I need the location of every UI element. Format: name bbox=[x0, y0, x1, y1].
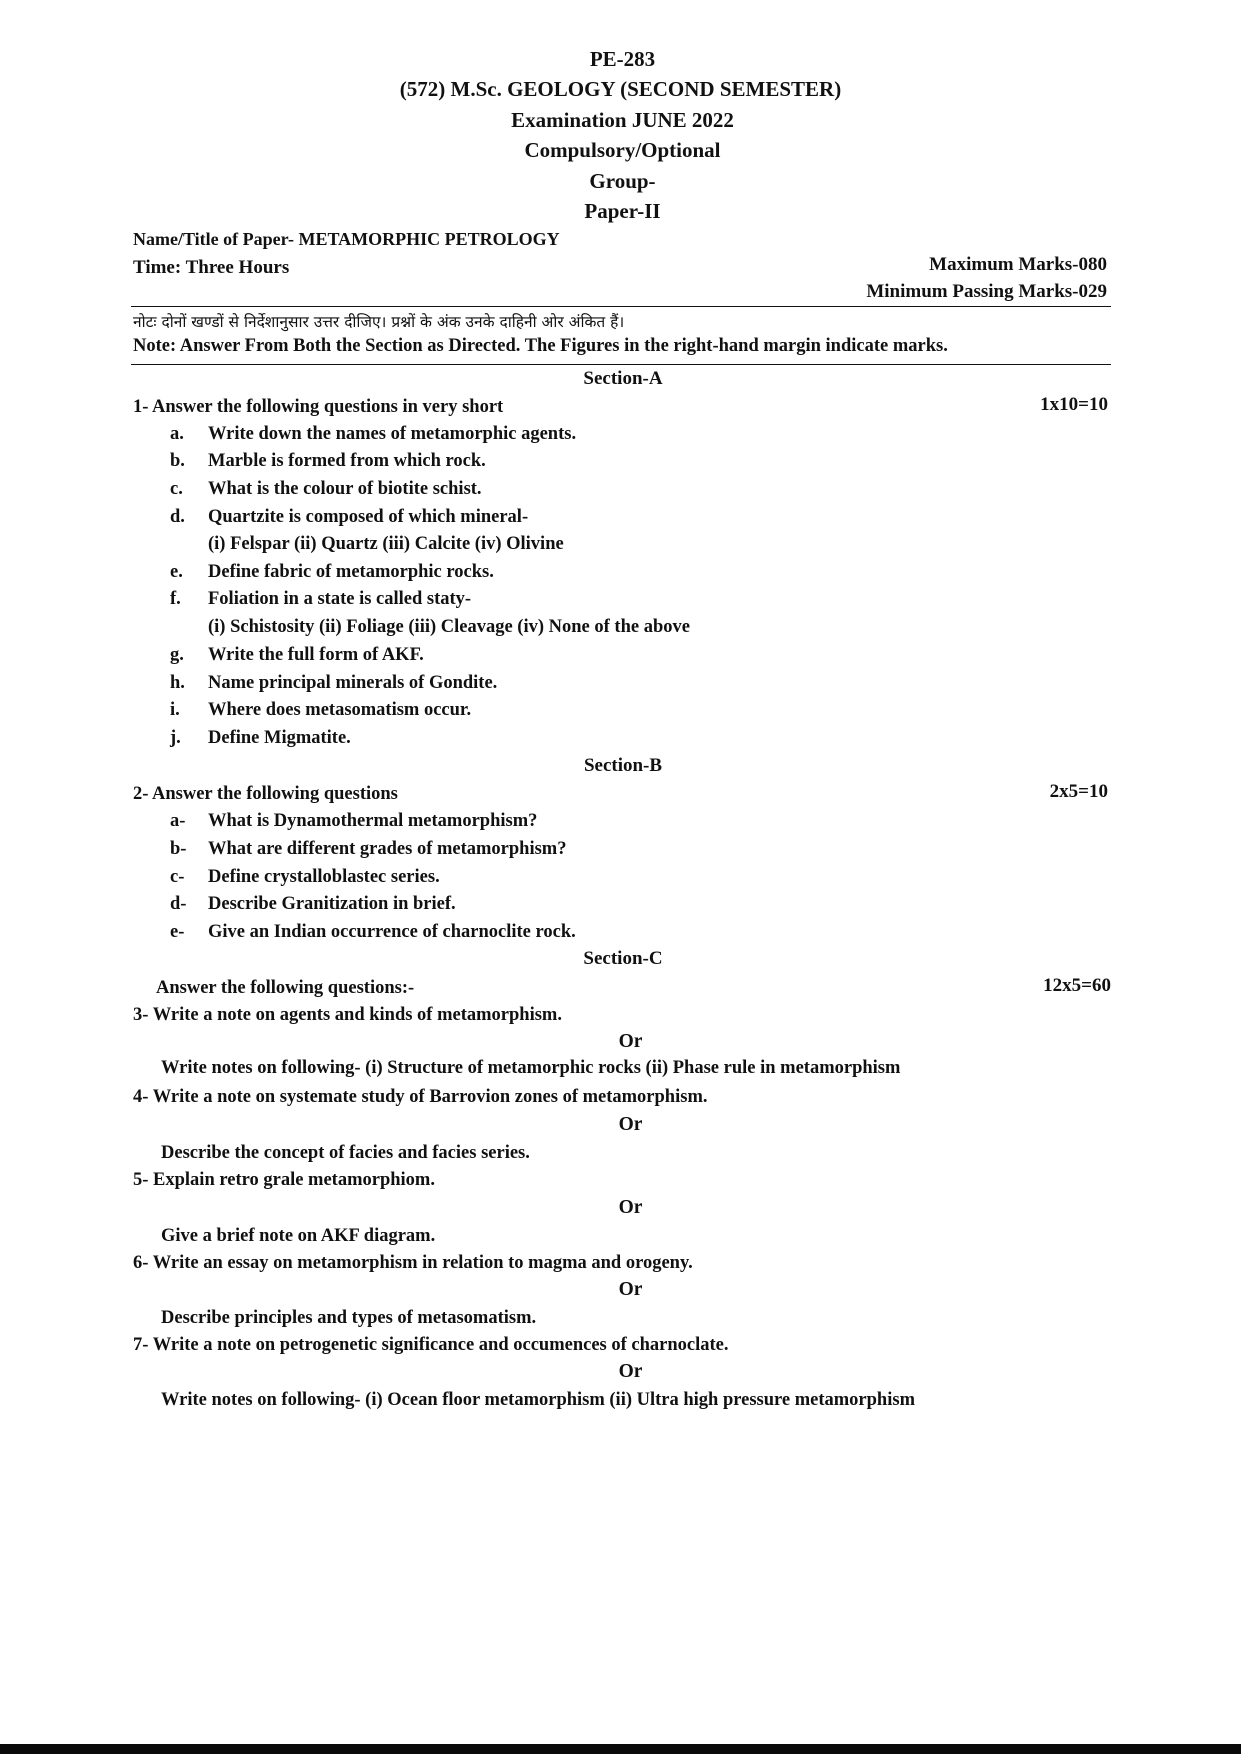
or-label: Or bbox=[618, 1114, 643, 1135]
question-1: 1- Answer the following questions in very short bbox=[133, 397, 504, 417]
list-item: a- What is Dynamothermal metamorphism? bbox=[170, 811, 538, 831]
list-item: e- Give an Indian occurrence of charnoclite rock. bbox=[170, 922, 576, 942]
note-hindi: नोटः दोनों खण्डों से निर्देशानुसार उत्तर दीजिए। प्रश्नों के अंक उनके दाहिनी ओर अंकित हैं। bbox=[133, 313, 625, 331]
question-3: 3- Write a note on agents and kinds of metamorphism. bbox=[133, 1005, 562, 1025]
list-item: d- Describe Granitization in brief. bbox=[170, 894, 456, 914]
list-item: f. Foliation in a state is called staty- bbox=[170, 589, 472, 609]
divider bbox=[131, 306, 1111, 307]
list-item: b. Marble is formed from which rock. bbox=[170, 451, 486, 471]
maximum-marks: Maximum Marks-080 bbox=[929, 254, 1107, 275]
question-4-alternative: Describe the concept of facies and facies series. bbox=[161, 1143, 530, 1163]
section-a-title: Section-A bbox=[583, 368, 663, 389]
section-a-marks: 1x10=10 bbox=[1040, 394, 1108, 415]
list-item: (i) Schistosity (ii) Foliage (iii) Cleavage (iv) None of the above bbox=[208, 617, 690, 637]
section-b-marks: 2x5=10 bbox=[1049, 781, 1108, 802]
list-item: h. Name principal minerals of Gondite. bbox=[170, 673, 498, 693]
list-item: e. Define fabric of metamorphic rocks. bbox=[170, 562, 494, 582]
question-3-alternative: Write notes on following- (i) Structure of metamorphic rocks (ii) Phase rule in metamorphism bbox=[161, 1058, 901, 1078]
question-7: 7- Write a note on petrogenetic significance and occumences of charnoclate. bbox=[133, 1335, 729, 1355]
or-label: Or bbox=[618, 1279, 643, 1300]
paper-name: Name/Title of Paper- METAMORPHIC PETROLOGY bbox=[133, 229, 560, 249]
section-c-title: Section-C bbox=[583, 948, 663, 969]
list-item: b- What are different grades of metamorphism? bbox=[170, 839, 567, 859]
exam-header bbox=[0, 44, 1241, 226]
list-item: a. Write down the names of metamorphic agents. bbox=[170, 424, 577, 444]
or-label: Or bbox=[618, 1361, 643, 1382]
note-english: Note: Answer From Both the Section as Directed. The Figures in the right-hand margin indicate marks. bbox=[133, 336, 948, 356]
list-item: i. Where does metasomatism occur. bbox=[170, 700, 472, 720]
or-label: Or bbox=[618, 1197, 643, 1218]
section-b-title: Section-B bbox=[583, 755, 663, 776]
exam-time: Time: Three Hours bbox=[133, 257, 290, 278]
paper-group: Group- bbox=[589, 168, 656, 193]
list-item: c. What is the colour of biotite schist. bbox=[170, 479, 482, 499]
list-item: (i) Felspar (ii) Quartz (iii) Calcite (iv) Olivine bbox=[208, 534, 564, 554]
exam-session: Examination JUNE 2022 bbox=[511, 107, 734, 132]
divider bbox=[131, 364, 1111, 365]
question-5: 5- Explain retro grale metamorphiom. bbox=[133, 1170, 435, 1190]
list-item: d. Quartzite is composed of which mineral- bbox=[170, 507, 529, 527]
question-6-alternative: Describe principles and types of metasomatism. bbox=[161, 1308, 537, 1328]
list-item: j. Define Migmatite. bbox=[170, 728, 351, 748]
question-5-alternative: Give a brief note on AKF diagram. bbox=[161, 1226, 436, 1246]
paper-type: Compulsory/Optional bbox=[524, 138, 721, 163]
section-c-marks: 12x5=60 bbox=[1043, 975, 1111, 996]
course-title: (572) M.Sc. GEOLOGY (SECOND SEMESTER) bbox=[399, 77, 842, 102]
scan-border bbox=[0, 1744, 1241, 1754]
question-2: 2- Answer the following questions bbox=[133, 784, 398, 804]
question-7-alternative: Write notes on following- (i) Ocean floor metamorphism (ii) Ultra high pressure metamorphism bbox=[161, 1390, 915, 1410]
minimum-passing-marks: Minimum Passing Marks-029 bbox=[866, 281, 1107, 302]
question-6: 6- Write an essay on metamorphism in relation to magma and orogeny. bbox=[133, 1253, 693, 1273]
section-c-instruction: Answer the following questions:- bbox=[156, 978, 415, 998]
paper-number: Paper-II bbox=[584, 199, 661, 224]
question-4: 4- Write a note on systemate study of Barrovion zones of metamorphism. bbox=[133, 1087, 708, 1107]
list-item: g. Write the full form of AKF. bbox=[170, 645, 424, 665]
list-item: c- Define crystalloblastec series. bbox=[170, 867, 440, 887]
or-label: Or bbox=[618, 1031, 643, 1052]
paper-code: PE-283 bbox=[589, 47, 656, 71]
